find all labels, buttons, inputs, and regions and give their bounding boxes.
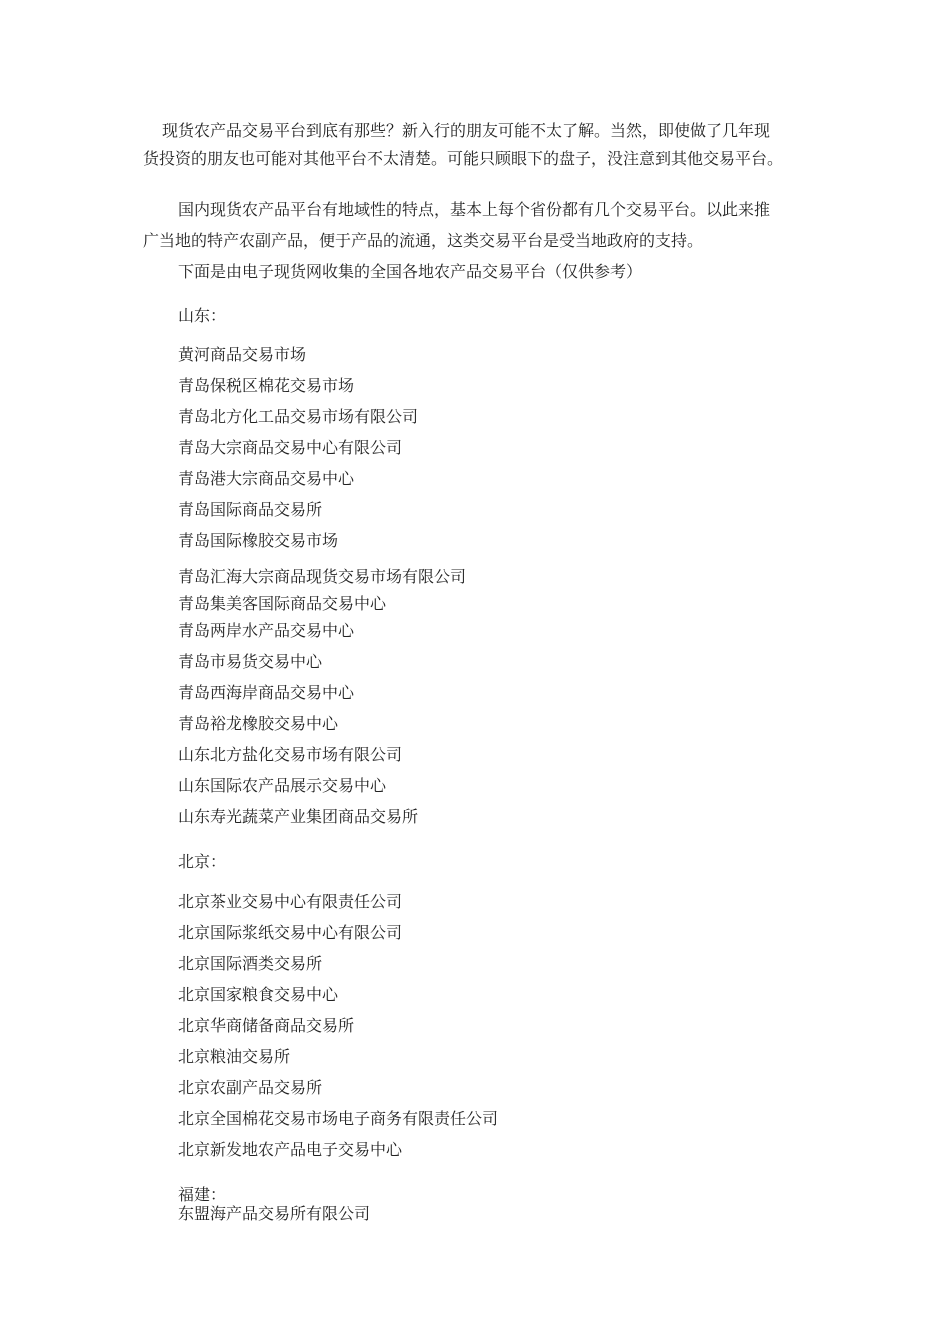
list-item: 青岛市易货交易中心 <box>178 652 323 671</box>
intro-paragraph-2-line-2: 广当地的特产农副产品，便于产品的流通，这类交易平台是受当地政府的支持。 <box>143 231 704 250</box>
list-item: 北京国际浆纸交易中心有限公司 <box>178 923 403 942</box>
list-item: 青岛保税区棉花交易市场 <box>178 376 355 395</box>
list-item: 青岛西海岸商品交易中心 <box>178 683 355 702</box>
intro-paragraph-1-line-2: 货投资的朋友也可能对其他平台不太清楚。可能只顾眼下的盘子，没注意到其他交易平台。 <box>143 149 784 168</box>
section-heading-fujian: 福建： <box>178 1185 227 1204</box>
list-item: 黄河商品交易市场 <box>178 345 307 364</box>
list-item: 北京国家粮食交易中心 <box>178 985 339 1004</box>
section-heading-shandong: 山东： <box>178 306 227 325</box>
list-item: 山东寿光蔬菜产业集团商品交易所 <box>178 807 419 826</box>
list-item: 山东国际农产品展示交易中心 <box>178 776 387 795</box>
list-item: 北京粮油交易所 <box>178 1047 291 1066</box>
list-item: 北京国际酒类交易所 <box>178 954 323 973</box>
list-item: 山东北方盐化交易市场有限公司 <box>178 745 403 764</box>
list-item: 北京茶业交易中心有限责任公司 <box>178 892 403 911</box>
list-item: 青岛港大宗商品交易中心 <box>178 469 355 488</box>
list-item: 青岛北方化工品交易市场有限公司 <box>178 407 419 426</box>
list-item: 青岛大宗商品交易中心有限公司 <box>178 438 403 457</box>
intro-paragraph-1-line-1: 现货农产品交易平台到底有那些？新入行的朋友可能不太了解。当然，即使做了几年现 <box>162 121 771 140</box>
list-item: 青岛集美客国际商品交易中心 <box>178 594 387 613</box>
list-item: 东盟海产品交易所有限公司 <box>178 1204 371 1223</box>
intro-paragraph-3: 下面是由电子现货网收集的全国各地农产品交易平台（仅供参考） <box>178 262 643 281</box>
list-item: 北京新发地农产品电子交易中心 <box>178 1140 403 1159</box>
list-item: 青岛国际橡胶交易市场 <box>178 531 339 550</box>
list-item: 北京华商储备商品交易所 <box>178 1016 355 1035</box>
intro-paragraph-2-line-1: 国内现货农产品平台有地域性的特点，基本上每个省份都有几个交易平台。以此来推 <box>178 200 771 219</box>
list-item: 青岛汇海大宗商品现货交易市场有限公司 <box>178 567 467 586</box>
section-heading-beijing: 北京： <box>178 852 227 871</box>
list-item: 北京全国棉花交易市场电子商务有限责任公司 <box>178 1109 499 1128</box>
list-item: 青岛国际商品交易所 <box>178 500 323 519</box>
list-item: 青岛两岸水产品交易中心 <box>178 621 355 640</box>
list-item: 北京农副产品交易所 <box>178 1078 323 1097</box>
list-item: 青岛裕龙橡胶交易中心 <box>178 714 339 733</box>
